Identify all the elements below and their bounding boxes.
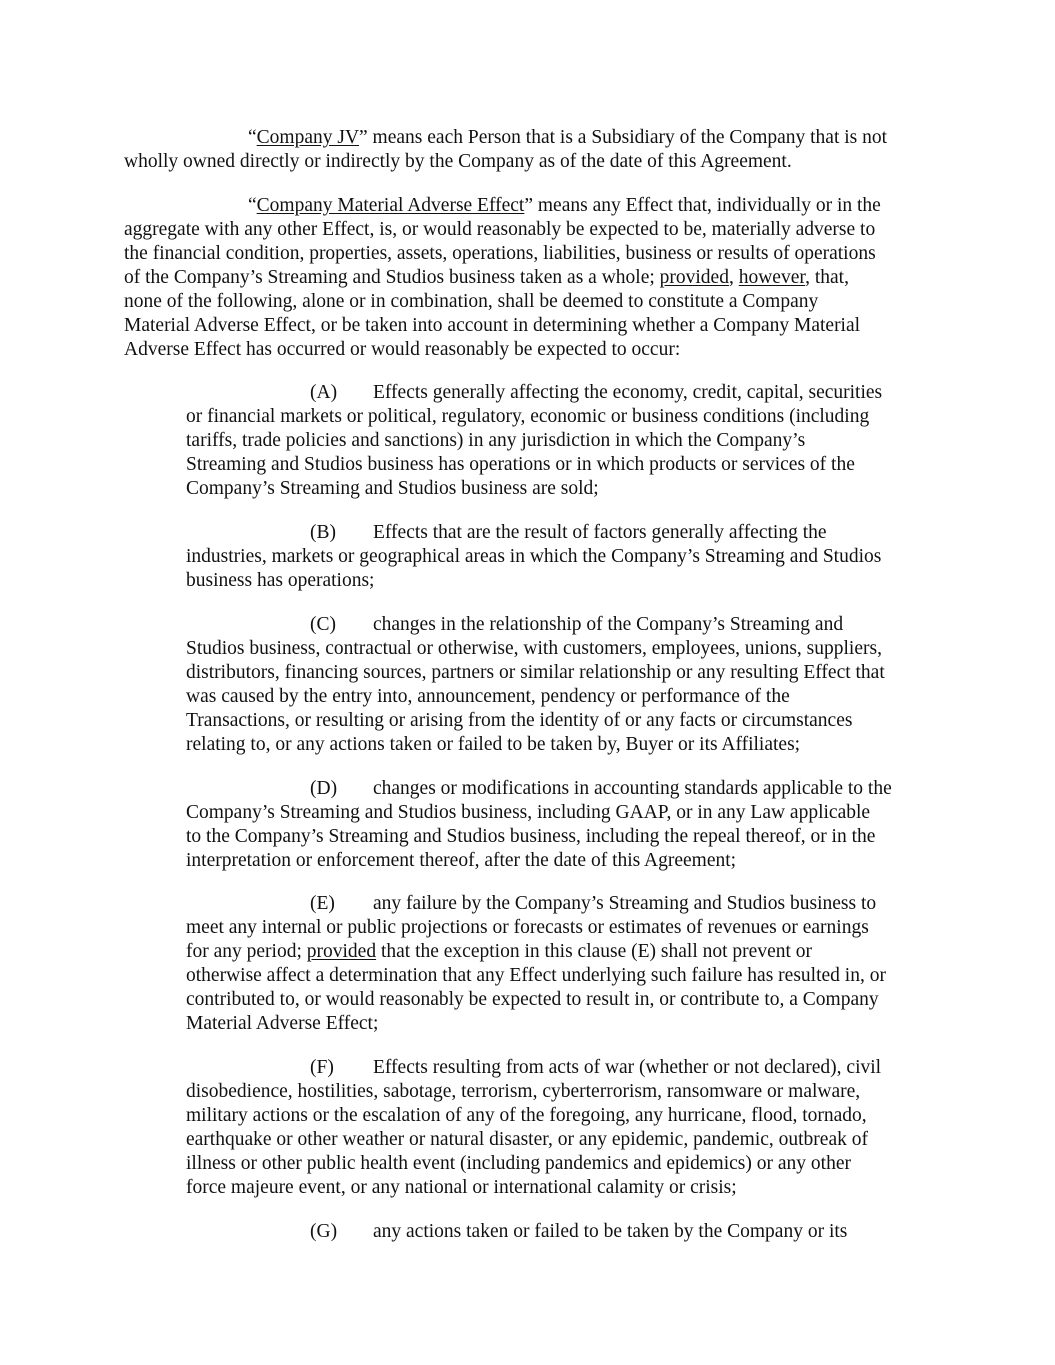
clause-line: military actions or the escalation of any of the foregoing, any hurricane, flood, tornado,: [186, 1105, 867, 1126]
clause-line: for any period; provided that the exception in this clause (E) shall not prevent or: [186, 941, 813, 962]
clause-line: (F) Effects resulting from acts of war (whether or not declared), civil: [310, 1057, 882, 1078]
clause-line: Studios business, contractual or otherwise, with customers, employees, unions, suppliers,: [186, 638, 882, 659]
clause-line: was caused by the entry into, announcement, pendency or performance of the: [186, 686, 790, 707]
clause-line: disobedience, hostilities, sabotage, terrorism, cyberterrorism, ransomware or malware,: [186, 1081, 861, 1102]
clause-line: (E) any failure by the Company’s Streaming and Studios business to: [310, 893, 877, 914]
clause-line: Material Adverse Effect;: [186, 1013, 379, 1034]
definition-line: Adverse Effect has occurred or would reasonably be expected to occur:: [124, 339, 681, 360]
definition-line: “Company Material Adverse Effect” means any Effect that, individually or in the: [248, 195, 881, 216]
clause-line: Streaming and Studios business has operations or in which products or services of the: [186, 454, 855, 475]
clause-marker: (C): [310, 614, 336, 635]
clause-marker: (D): [310, 778, 338, 799]
clause-line: to the Company’s Streaming and Studios business, including the repeal thereof, or in the: [186, 826, 876, 847]
provided-term: provided: [306, 941, 377, 962]
provided-term: provided: [659, 267, 729, 288]
clause-line: (C) changes in the relationship of the Company’s Streaming and: [310, 614, 844, 635]
clause-line: contributed to, or would reasonably be expected to result in, or contribute to, a Company: [186, 989, 879, 1010]
clause-line: tariffs, trade policies and sanctions) in any jurisdiction in which the Company’s: [186, 430, 806, 451]
however-term: however: [738, 267, 806, 288]
clause-line: (G) any actions taken or failed to be taken by the Company or its: [310, 1221, 848, 1242]
clause-line: (A) Effects generally affecting the economy, credit, capital, securities: [310, 382, 883, 403]
clause-line: (D) changes or modifications in accounting standards applicable to the: [310, 778, 892, 799]
clause-line: Company’s Streaming and Studios business, including GAAP, or in any Law applicable: [186, 802, 871, 823]
definition-line: wholly owned directly or indirectly by the Company as of the date of this Agreement.: [124, 151, 792, 172]
clause-line: otherwise affect a determination that any Effect underlying such failure has resulted in, or: [186, 965, 886, 986]
clause-marker: (B): [310, 522, 336, 543]
definition-line: the financial condition, properties, assets, operations, liabilities, business or results of operations: [124, 243, 876, 264]
definition-line: of the Company’s Streaming and Studios business taken as a whole; provided, however, that,: [124, 267, 849, 288]
clause-line: business has operations;: [186, 570, 375, 591]
clause-line: Company’s Streaming and Studios business are sold;: [186, 478, 599, 499]
clause-line: distributors, financing sources, partners or similar relationship or any resulting Effect that: [186, 662, 885, 683]
clause-marker: (G): [310, 1221, 338, 1242]
defined-term: Company Material Adverse Effect: [256, 195, 525, 216]
clause-marker: (E): [310, 893, 335, 914]
clause-line: Transactions, or resulting or arising from the identity of or any facts or circumstances: [186, 710, 853, 731]
clause-marker: (A): [310, 382, 338, 403]
clause-line: or financial markets or political, regulatory, economic or business conditions (including: [186, 406, 870, 427]
clause-line: illness or other public health event (including pandemics and epidemics) or any other: [186, 1153, 851, 1174]
definition-line: “Company JV” means each Person that is a Subsidiary of the Company that is not: [248, 127, 888, 148]
clause-line: earthquake or other weather or natural disaster, or any epidemic, pandemic, outbreak of: [186, 1129, 868, 1150]
clause-line: industries, markets or geographical areas in which the Company’s Streaming and Studios: [186, 546, 882, 567]
clause-line: force majeure event, or any national or international calamity or crisis;: [186, 1177, 737, 1198]
clause-line: interpretation or enforcement thereof, after the date of this Agreement;: [186, 850, 737, 871]
defined-term: Company JV: [256, 127, 360, 148]
clause-line: meet any internal or public projections or forecasts or estimates of revenues or earnings: [186, 917, 869, 938]
clause-marker: (F): [310, 1057, 334, 1078]
clause-line: relating to, or any actions taken or failed to be taken by, Buyer or its Affiliates;: [186, 734, 801, 755]
definition-line: aggregate with any other Effect, is, or would reasonably be expected to be, materially adverse to: [124, 219, 876, 240]
definition-line: none of the following, alone or in combination, shall be deemed to constitute a Company: [124, 291, 819, 312]
clause-line: (B) Effects that are the result of factors generally affecting the: [310, 522, 827, 543]
definition-line: Material Adverse Effect, or be taken into account in determining whether a Company Material: [124, 315, 861, 336]
